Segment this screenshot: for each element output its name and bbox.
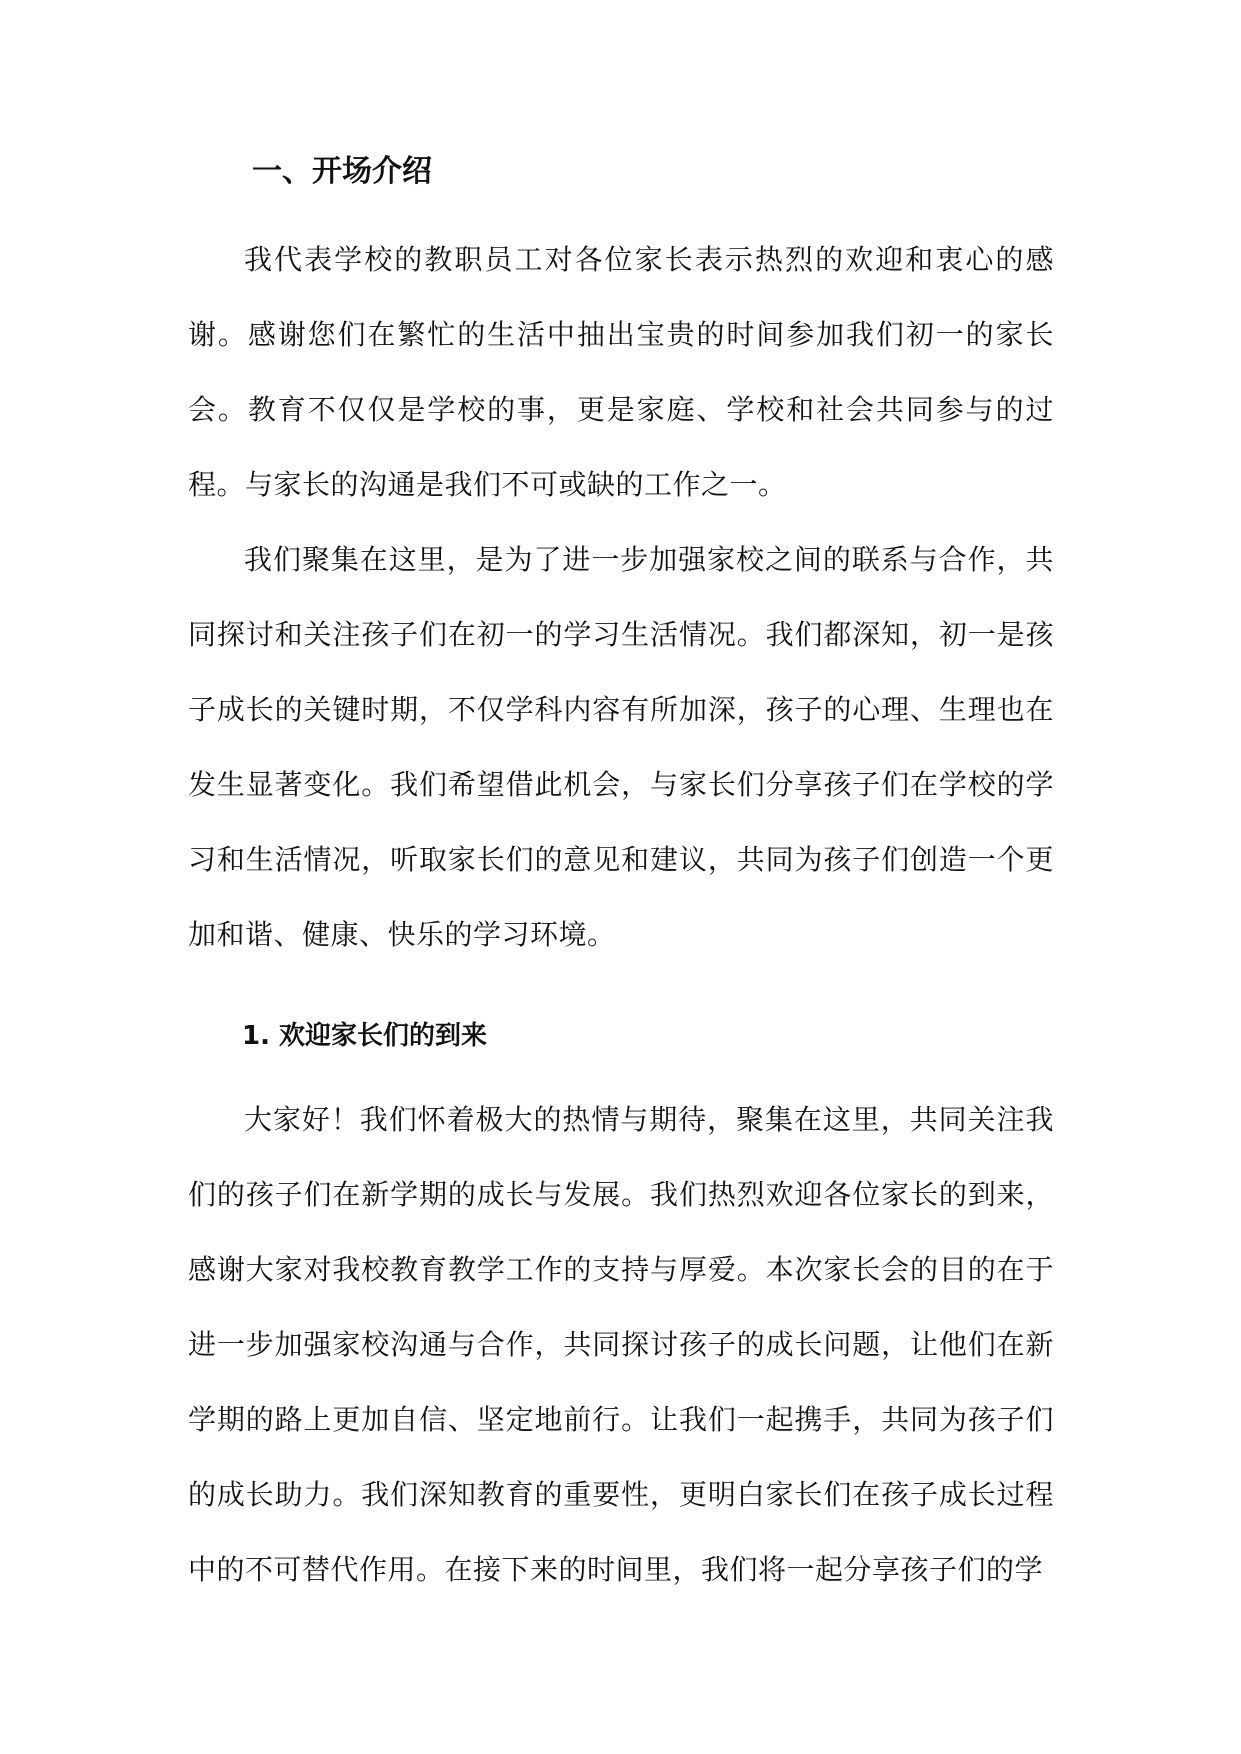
paragraph-opening-thanks: 我代表学校的教职员工对各位家长表示热烈的欢迎和衷心的感谢。感谢您们在繁忙的生活中抽出宝贵的时间参加我们初一的家长会。教育不仅仅是学校的事，更是家庭、学校和社会共同参与的过程。与家长的沟通是我们不可或缺的工作之一。 <box>188 243 1054 501</box>
paragraph-meeting-purpose: 我们聚集在这里，是为了进一步加强家校之间的联系与合作，共同探讨和关注孩子们在初一的学习生活情况。我们都深知，初一是孩子成长的关键时期，不仅学科内容有所加深，孩子的心理、生理也在发生显著变化。我们希望借此机会，与家长们分享孩子们在学校的学习和生活情况，听取家长们的意见和建议，共同为孩子们创造一个更加和谐、健康、快乐的学习环境。 <box>188 543 1054 951</box>
paragraph-welcome: 大家好！我们怀着极大的热情与期待，聚集在这里，共同关注我们的孩子们在新学期的成长与发展。我们热烈欢迎各位家长的到来，感谢大家对我校教育教学工作的支持与厚爱。本次家长会的目的在于进一步加强家校沟通与合作，共同探讨孩子的成长问题，让他们在新学期的路上更加自信、坚定地前行。让我们一起携手，共同为孩子们的成长助力。我们深知教育的重要性，更明白家长们在孩子成长过程中的不可替代作用。在接下来的时间里，我们将一起分享孩子们的学 <box>188 1103 1054 1586</box>
section-heading: 一、开场介绍 <box>252 154 432 189</box>
subsection-heading: 1. 欢迎家长们的到来 <box>242 1021 488 1051</box>
